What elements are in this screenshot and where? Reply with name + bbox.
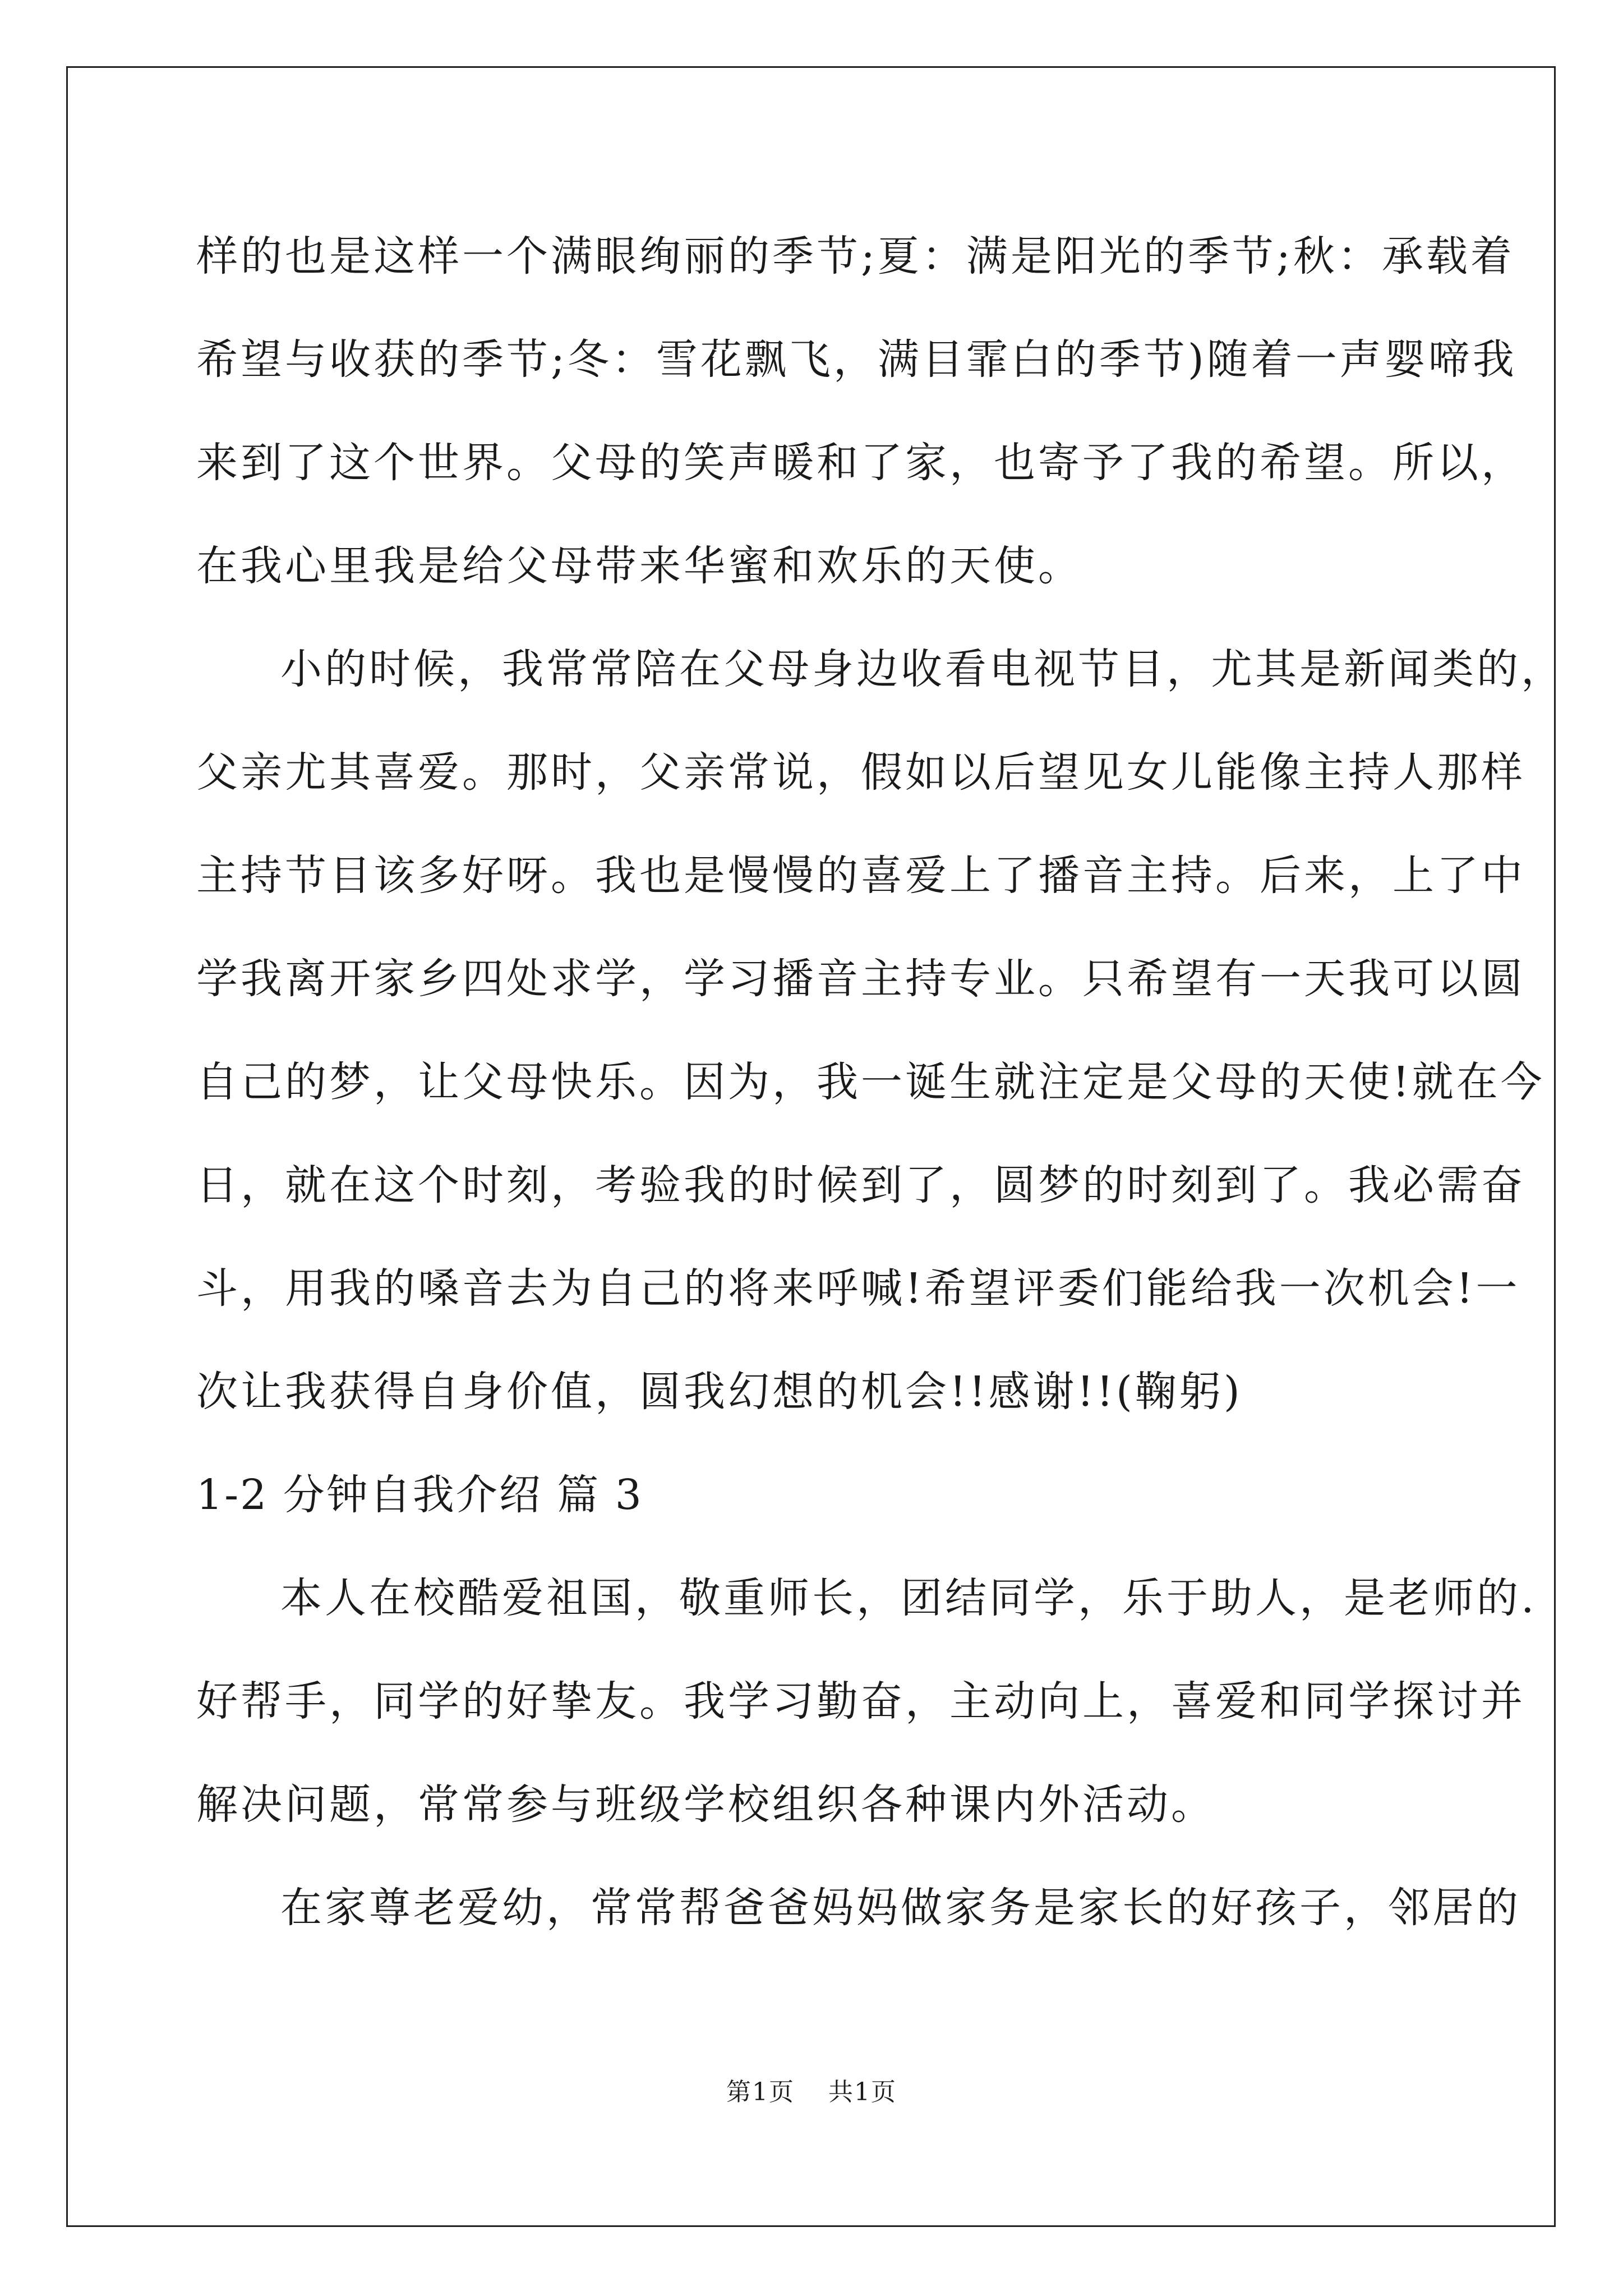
text-line: 学我离开家乡四处求学，学习播音主持专业。只希望有一天我可以圆 [196,955,1525,1003]
text-line: 样的也是这样一个满眼绚丽的季节;夏：满是阳光的季节;秋：承载着 [196,232,1515,280]
text-line: 次让我获得自身价值，圆我幻想的机会!!感谢!!(鞠躬) [196,1368,1243,1416]
paragraph-start-line: 小的时候，我常常陪在父母身边收看电视节目，尤其是新闻类的， [280,645,1565,693]
paragraph-start-line: 在家尊老爱幼，常常帮爸爸妈妈做家务是家长的好孩子，邻居的 [280,1884,1521,1932]
section-heading: 1-2 分钟自我介绍 篇 3 [196,1471,643,1519]
text-line: 解决问题，常常参与班级学校组织各种课内外活动。 [196,1780,1215,1829]
text-line: 日，就在这个时刻，考验我的时候到了，圆梦的时刻到了。我必需奋 [196,1161,1525,1209]
page-number-current: 第1页 [726,2078,795,2106]
text-line: 来到了这个世界。父母的笑声暖和了家，也寄予了我的希望。所以， [196,439,1525,487]
paragraph-start-line: 本人在校酷爱祖国，敬重师长，团结同学，乐于助人，是老师的. [280,1574,1537,1622]
text-line: 希望与收获的季节;冬：雪花飘飞，满目霏白的季节)随着一声婴啼我 [196,335,1517,384]
text-line: 在我心里我是给父母带来华蜜和欢乐的天使。 [196,542,1082,590]
text-line: 好帮手，同学的好挚友。我学习勤奋，主动向上，喜爱和同学探讨并 [196,1677,1525,1726]
page-number-total: 共1页 [828,2078,897,2106]
text-line: 父亲尤其喜爱。那时，父亲常说，假如以后望见女儿能像主持人那样 [196,748,1525,797]
text-line: 斗，用我的嗓音去为自己的将来呼喊!希望评委们能给我一次机会!一 [196,1264,1520,1313]
text-line: 自己的梦，让父母快乐。因为，我一诞生就注定是父母的天使!就在今 [196,1058,1545,1106]
page-footer [0,2076,1623,2109]
document-body [196,205,1565,1959]
text-line: 主持节目该多好呀。我也是慢慢的喜爱上了播音主持。后来，上了中 [196,852,1525,900]
